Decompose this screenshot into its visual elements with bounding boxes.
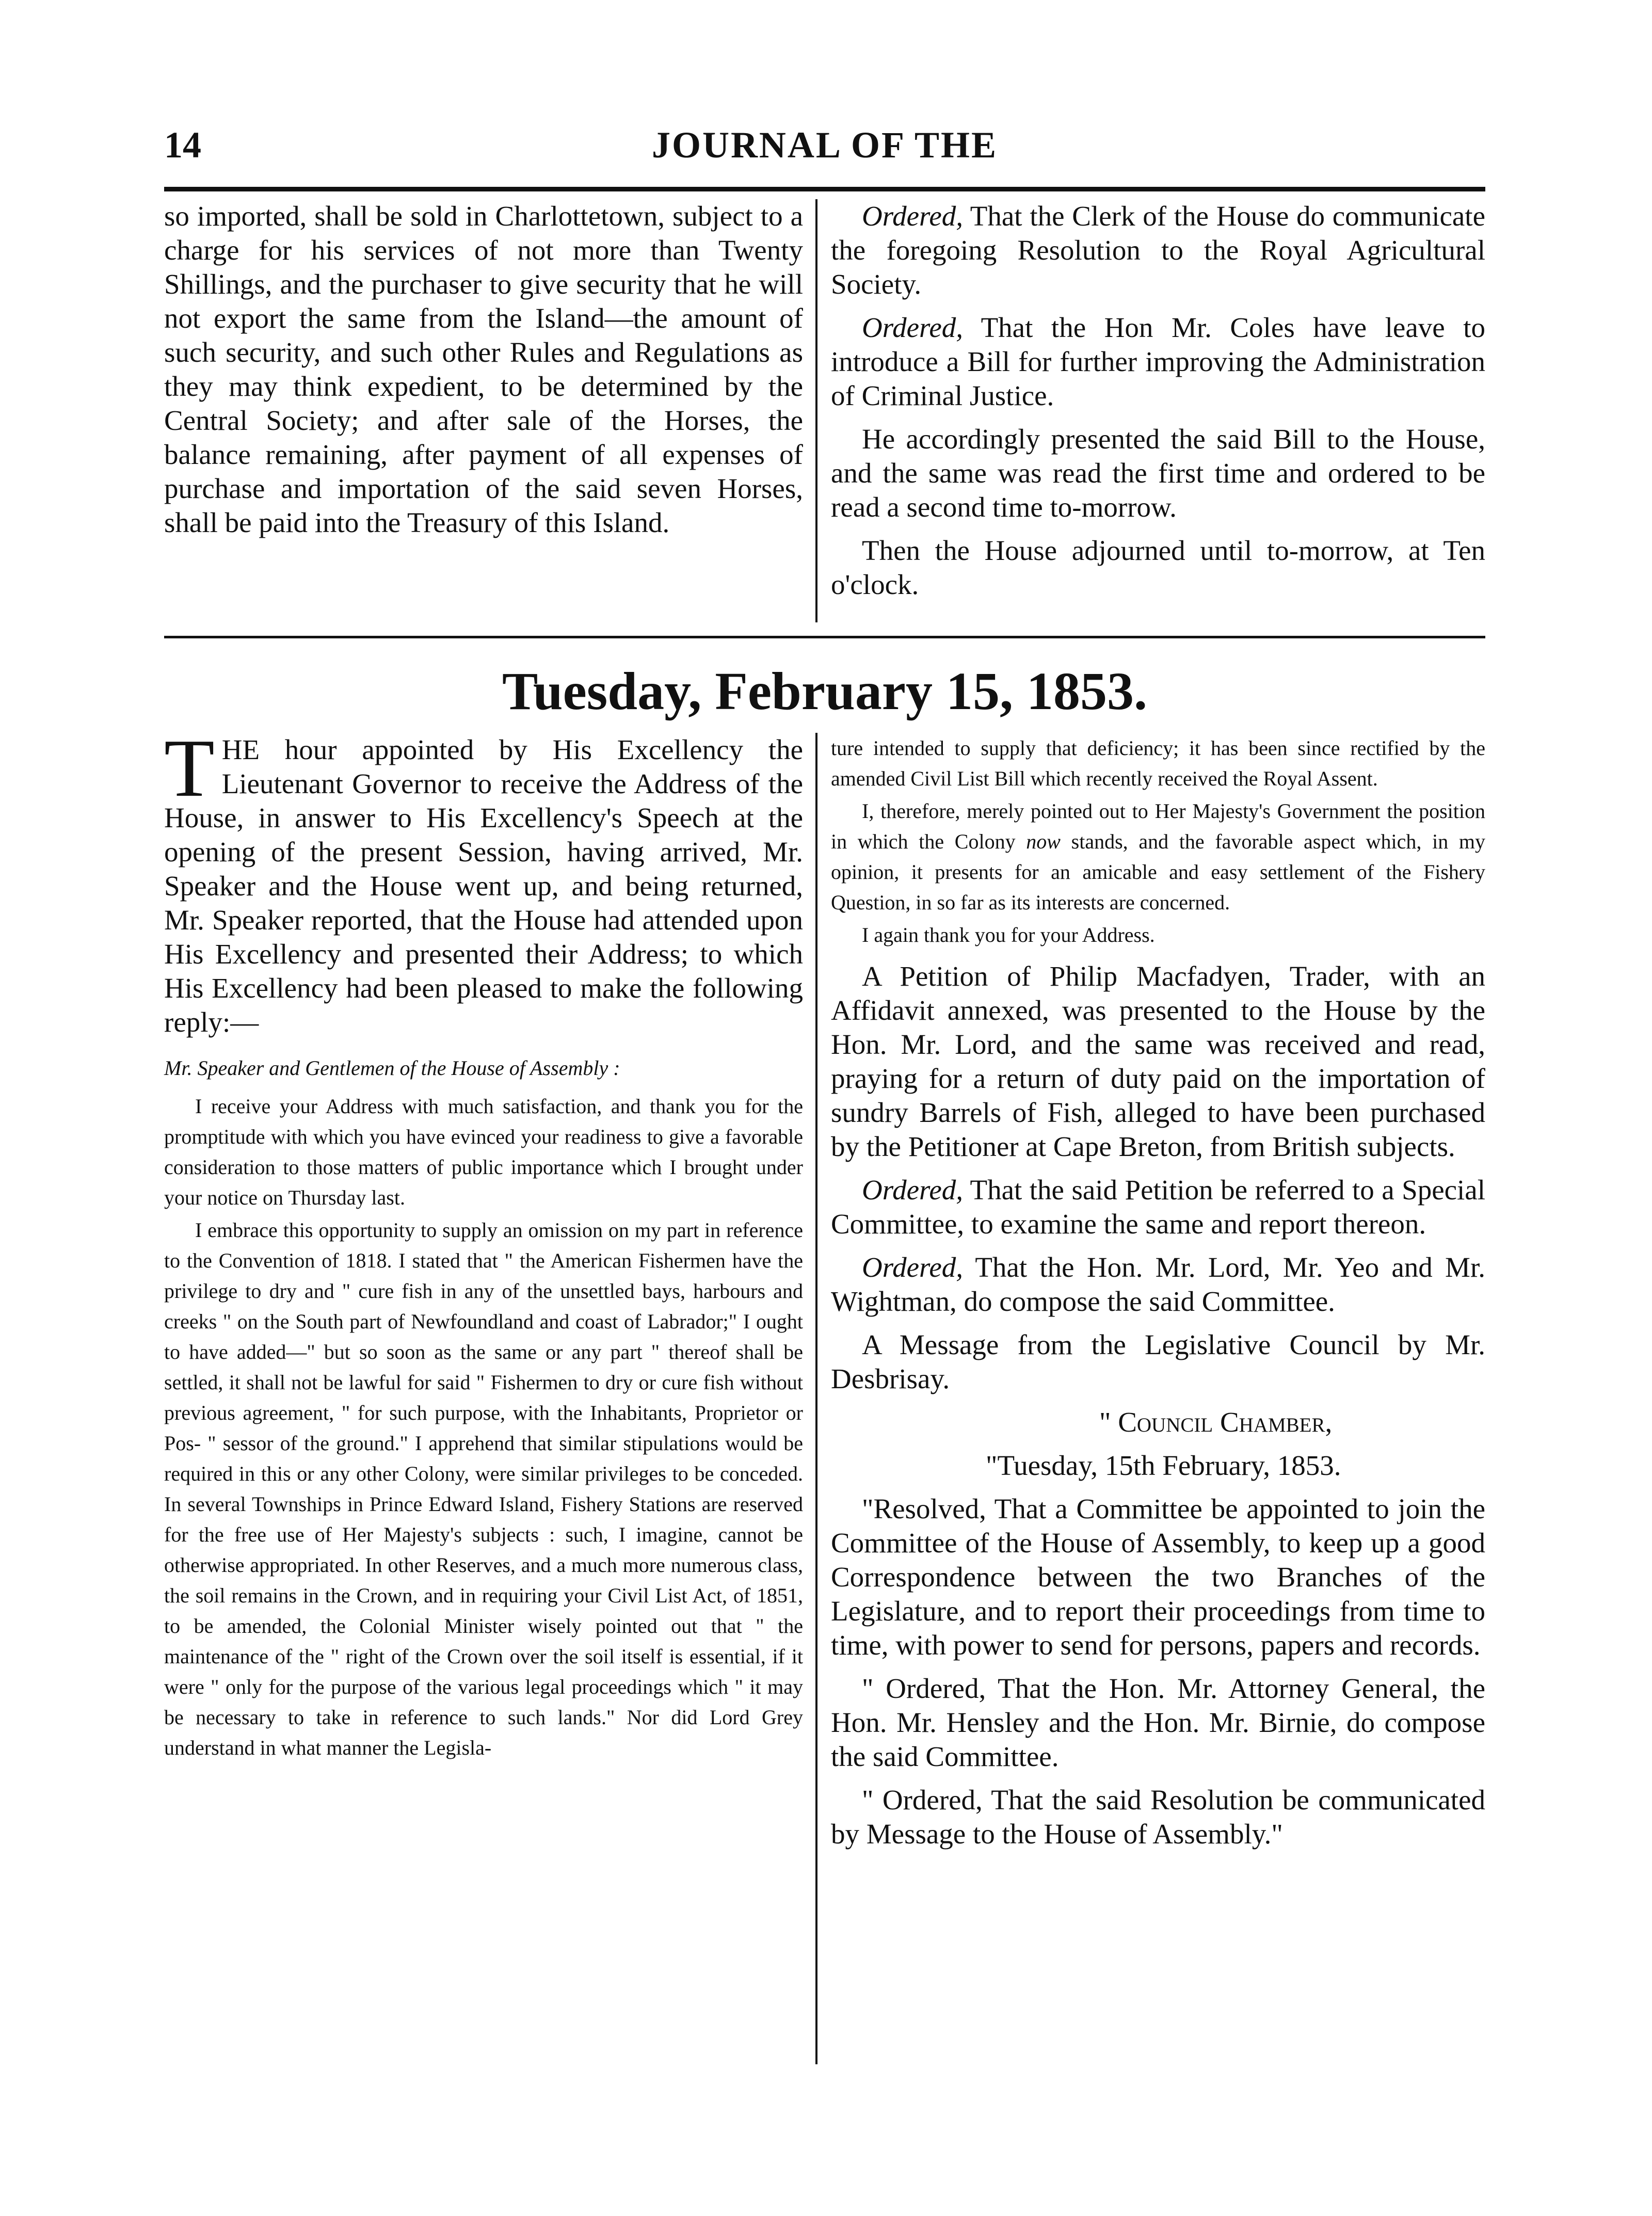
page-header xyxy=(164,124,1485,181)
reply-paragraph: ture intended to supply that deficiency; it has been since rectified by the amended Civil List Bill which recently received the Royal Assent. xyxy=(831,736,1485,790)
header-rule xyxy=(164,187,1485,191)
ordered-text: That the Clerk of the House do communicate the foregoing Resolution to the Royal Agricultural Society. xyxy=(831,200,1485,300)
governor-reply xyxy=(164,1053,803,1763)
speech-intro xyxy=(164,722,803,1039)
adjournment-paragraph: Then the House adjourned until to-morrow, at Ten o'clock. xyxy=(831,535,1485,600)
section-rule xyxy=(164,636,1485,638)
date-heading: Tuesday, February 15, 1853. xyxy=(502,662,1148,721)
reply-closing: I again thank you for your Address. xyxy=(862,923,1155,946)
ordered-committee-paragraph: Ordered, That the Hon. Mr. Lord, Mr. Yeo and Mr. Wightman, do compose the said Committee. xyxy=(831,1251,1485,1317)
page-number: 14 xyxy=(164,124,201,166)
running-title: JOURNAL OF THE xyxy=(651,124,998,166)
lower-right-column xyxy=(831,733,1485,1851)
message-paragraph: A Message from the Legislative Council by Mr. Desbrisay. xyxy=(831,1329,1485,1394)
top-right-column xyxy=(831,199,1485,602)
ordered-clerk-paragraph xyxy=(831,199,1485,301)
resolved-paragraph: "Resolved, That a Committee be appointed to join the Committee of the House of Assembly, to keep up a good Correspondence between the two Branches of the Legislature, and to report their proceedings from time to time, with power to send for persons, papers and records. xyxy=(831,1493,1485,1661)
council-date-line: "Tuesday, 15th February, 1853. xyxy=(986,1450,1341,1481)
council-chamber-line: " Council Chamber, xyxy=(1099,1406,1333,1438)
ordered-referral-paragraph: Ordered, That the said Petition be referred to a Special Committee, to examine the same and report thereon. xyxy=(831,1174,1485,1240)
reply-paragraph: I, therefore, merely pointed out to Her Majesty's Government the position in which the Colony now stands, and the favorable aspect which, in my opinion, it presents for an amicable and easy settlement of the Fishery Question, in so far as its interests are concerned. xyxy=(831,799,1486,914)
lower-left-column xyxy=(164,722,803,1763)
drop-cap: T xyxy=(164,722,215,814)
intro-text: HE hour appointed by His Excellency the Lieutenant Governor to receive the Address of the House, in answer to His Excellency's Speech at the opening of the present Session, having arrived, Mr. Speaker and the House went up, and being returned, Mr. Speaker reported, that the House had attended upon His Excellency and presented their Address; to which His Excellency had been pleased to make the following reply:— xyxy=(164,734,803,1038)
salutation: Mr. Speaker and Gentlemen of the House of Assembly : xyxy=(164,1056,620,1080)
proceedings xyxy=(831,959,1485,1851)
top-left-paragraph: so imported, shall be sold in Charlottetown, subject to a charge for his services of not more than Twenty Shillings, and the purchaser to give security that he will not export the same from the Island—the amount of such security, and such other Rules and Regulations as they may think expedient, to be determined by the Central Society; and after sale of the Horses, the balance remaining, after payment of all expenses of purchase and importation of the said seven Horses, shall be paid into the Treasury of this Island. xyxy=(164,200,803,538)
ordered-coles-paragraph xyxy=(831,311,1485,413)
petition-paragraph: A Petition of Philip Macfadyen, Trader, with an Affidavit annexed, was presented to the House by the Hon. Mr. Lord, and the same was received and read, praying for a return of duty paid on the importation of sundry Barrels of Fish, alleged to have been purchased by the Petitioner at Cape Breton, from British subjects. xyxy=(831,960,1485,1162)
bill-presented-paragraph: He accordingly presented the said Bill to the House, and the same was read the first time and ordered to be read a second time to-morrow. xyxy=(831,423,1485,523)
top-column-divider xyxy=(815,199,817,622)
ordered-message-paragraph: " Ordered, That the said Resolution be communicated by Message to the House of Assembly." xyxy=(831,1784,1485,1850)
top-left-column xyxy=(164,199,803,540)
ordered-attorney-paragraph: " Ordered, That the Hon. Mr. Attorney General, the Hon. Mr. Hensley and the Hon. Mr. Birnie, do compose the said Committee. xyxy=(831,1673,1485,1772)
reply-paragraph: I embrace this opportunity to supply an omission on my part in reference to the Convention of 1818. I stated that " the American Fishermen have the privilege to dry and " cure fish in any of the unsettled bays, harbours and creeks " on the South part of Newfoundland and coast of Labrador;" I ought to have added—" but so soon as the same or any part " thereof shall be settled, it shall not be lawful for said " Fishermen to dry or cure fish without previous agreement, " for such purpose, with the Inhabitants, Proprietor or Pos- " sessor of the ground." I apprehend that similar stipulations would be required in this or any other Colony, were similar privileges to be conceded. In several Townships in Prince Edward Island, Fishery Stations are reserved for the free use of Her Majesty's subjects : such, I imagine, cannot be otherwise appropriated. In other Reserves, and a much more numerous class, the soil remains in the Crown, and in requiring your Civil List Act, of 1851, to be amended, the Colonial Minister wisely pointed out that " the maintenance of the " right of the Crown over the soil itself is essential, if it were " only for the purpose of the various legal proceedings which " it may be necessary to take in reference to such lands." Nor did Lord Grey understand in what manner the Legisla- xyxy=(164,1218,803,1759)
ordered-text: That the Hon Mr. Coles have leave to introduce a Bill for further improving the Administration of Criminal Justice. xyxy=(831,312,1485,411)
governor-reply-continued xyxy=(831,733,1485,950)
lower-column-divider xyxy=(815,733,817,2064)
reply-paragraph: I receive your Address with much satisfaction, and thank you for the promptitude with which you have evinced your readiness to give a favorable consideration to those matters of public importance which I brought under your notice on Thursday last. xyxy=(164,1095,803,1209)
ordered-label: Ordered, xyxy=(862,200,964,232)
ordered-label: Ordered, xyxy=(862,312,964,343)
